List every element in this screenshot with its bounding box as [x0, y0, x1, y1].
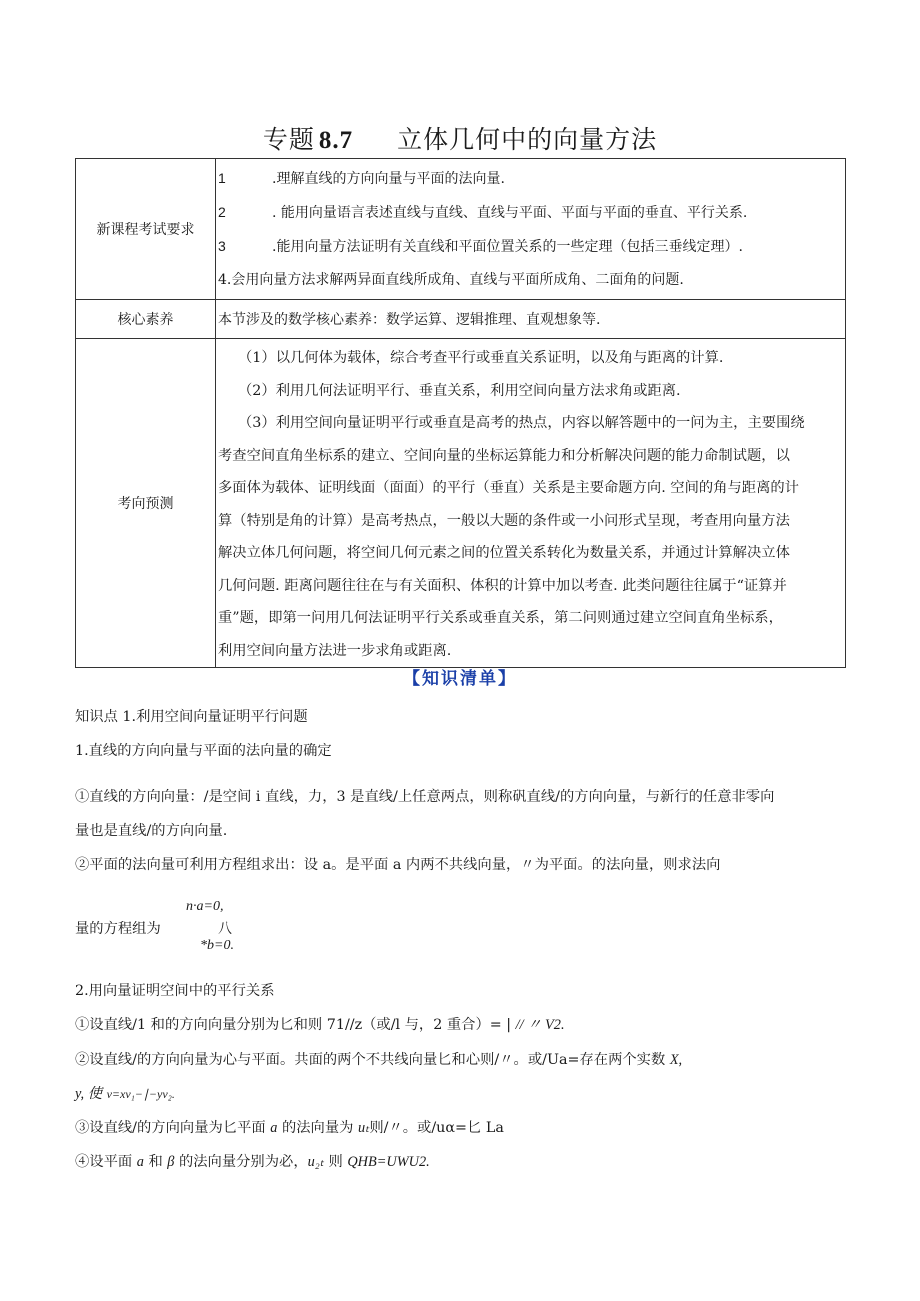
- requirement-item: 4.会用向量方法求解两异面直线所成角、直线与平面所成角、二面角的问题.: [218, 272, 684, 288]
- prediction-line: 考查空间直角坐标系的建立、空间向量的坐标运算能力和分析解决问题的能力命制试题，以: [218, 447, 790, 464]
- paragraph-line: ②平面的法向量可利用方程组求出：设 a。是平面 a 内两不共线向量，〃为平面。的法向量，则求法向: [75, 857, 721, 873]
- equation-line: n·a=0,: [186, 899, 224, 914]
- row-content: 本节涉及的数学核心素养：数学运算、逻辑推理、直观想象等.: [216, 300, 846, 339]
- requirements-table: [75, 158, 846, 668]
- table-row: [76, 339, 846, 668]
- page-title: [0, 120, 920, 156]
- title-prefix: 专题: [262, 125, 315, 154]
- knowledge-banner: 【知识清单】: [403, 669, 517, 689]
- prediction-line: （1）以几何体为载体，综合考查平行或垂直关系证明，以及角与距离的计算.: [238, 350, 724, 366]
- title-number: 8.7: [318, 127, 354, 154]
- row-label: 考向预测: [76, 339, 216, 668]
- paragraph-line: ④设平面 a 和 β 的法向量分别为必，u₂ₜ 则 QHB=UWU2.: [75, 1154, 430, 1170]
- row-label: 新课程考试要求: [76, 159, 216, 300]
- row-content: [216, 159, 846, 300]
- row-content: [216, 339, 846, 668]
- prediction-line: 多面体为载体、证明线面（面面）的平行（垂直）关系是主要命题方向. 空间的角与距离的计: [218, 480, 799, 496]
- prediction-line: 解决立体几何问题，将空间几何元素之间的位置关系转化为数量关系，并通过计算解决立体: [218, 545, 790, 561]
- title-text: 立体几何中的向量方法: [397, 125, 658, 154]
- bar-glyph: |: [506, 1017, 512, 1033]
- section-heading: 2.用向量证明空间中的平行关系: [75, 983, 275, 999]
- paragraph-line: y, 使 v=xv₁−∣−yv₂.: [75, 1086, 175, 1102]
- requirement-item: 3 .能用向量方法证明有关直线和平面位置关系的一些定理（包括三垂线定理）.: [218, 238, 743, 255]
- prediction-line: 几何问题. 距离问题往往在与有关面积、体积的计算中加以考查. 此类问题往往属于“证算并: [218, 577, 787, 594]
- paragraph-line: ①直线的方向向量：/是空间 i 直线，力，3 是直线/上任意两点，则称矾直线/的方向向量，与新行的任意非零向: [75, 789, 775, 805]
- requirement-item: 1 .理解直线的方向向量与平面的法向量.: [218, 170, 505, 187]
- paragraph-line: ①设直线/1 和的方向向量分别为匕和则 71//z（或/l 与，2 重合）= | // 〃 V2.: [75, 1017, 565, 1033]
- paragraph-line: ③设直线/的方向向量为匕平面 a 的法向量为 uₜ则/〃。或/uα=匕 La: [75, 1120, 504, 1136]
- row-label: 核心素养: [76, 300, 216, 339]
- equation-system-label: 量的方程组为: [75, 921, 161, 937]
- paragraph-line: 量也是直线/的方向向量.: [75, 823, 228, 839]
- equation-line: *b=0.: [200, 938, 234, 953]
- prediction-line: （3）利用空间向量证明平行或垂直是高考的热点，内容以解答题中的一问为主，主要围绕: [238, 415, 805, 431]
- table-row: [76, 159, 846, 300]
- paragraph-line: ②设直线/的方向向量为心与平面。共面的两个不共线向量匕和心则/〃。或/Ua=存在两个实数 X,: [75, 1052, 683, 1068]
- prediction-line: （2）利用几何法证明平行、垂直关系，利用空间向量方法求角或距离.: [238, 382, 681, 399]
- table-row: [76, 300, 846, 339]
- knowledge-point-heading: 知识点 1.利用空间向量证明平行问题: [75, 709, 308, 725]
- equation-line: 八: [218, 921, 232, 937]
- requirement-item: 2 . 能用向量语言表述直线与直线、直线与平面、平面与平面的垂直、平行关系.: [218, 204, 748, 221]
- prediction-line: 利用空间向量方法进一步求角或距离.: [218, 642, 452, 659]
- section-heading: 1.直线的方向向量与平面的法向量的确定: [75, 743, 332, 759]
- prediction-line: 算（特别是角的计算）是高考热点，一般以大题的条件或一小问形式呈现，考查用向量方法: [218, 512, 790, 529]
- prediction-line: 重”题，即第一问用几何法证明平行关系或垂直关系，第二问则通过建立空间直角坐标系，: [218, 610, 783, 626]
